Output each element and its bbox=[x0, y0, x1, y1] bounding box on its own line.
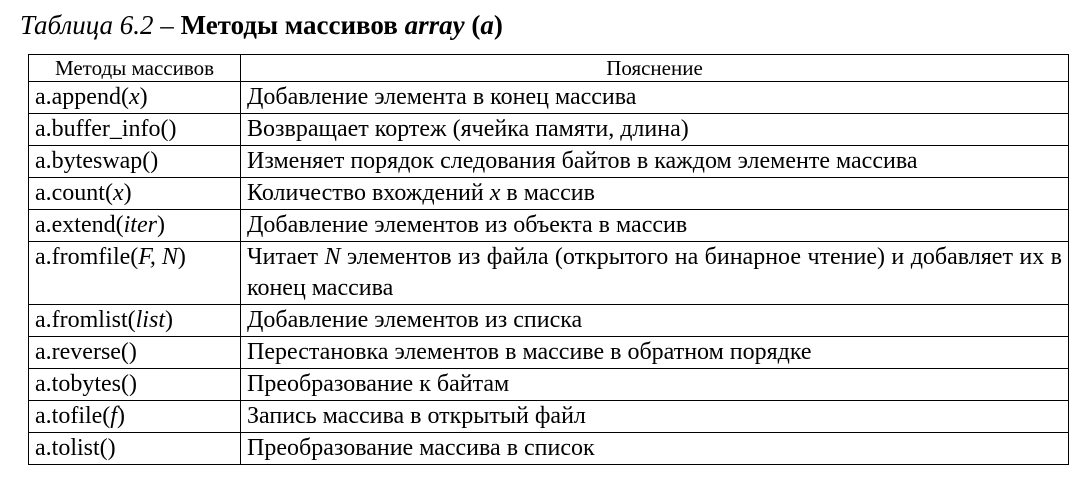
method-cell bbox=[29, 433, 241, 465]
table-caption bbox=[20, 8, 503, 42]
description-cell bbox=[241, 305, 1069, 337]
table-row bbox=[29, 146, 1069, 178]
table-header-row bbox=[29, 55, 1069, 82]
method-cell-pre: a.count( bbox=[35, 180, 113, 206]
caption-title: Методы массивов bbox=[180, 10, 405, 40]
caption-arg: a bbox=[480, 10, 494, 40]
description-cell-pre: Добавление элементов из списка bbox=[247, 307, 583, 333]
method-cell bbox=[29, 242, 241, 305]
description-cell-arg: x bbox=[489, 180, 501, 206]
table-row bbox=[29, 433, 1069, 465]
description-cell bbox=[241, 114, 1069, 146]
description-cell bbox=[241, 433, 1069, 465]
description-cell-pre: Количество вхождений bbox=[247, 180, 490, 206]
method-cell bbox=[29, 146, 241, 178]
table-row bbox=[29, 305, 1069, 337]
table-row bbox=[29, 114, 1069, 146]
table-row bbox=[29, 178, 1069, 210]
method-cell bbox=[29, 401, 241, 433]
method-cell-pre: a.byteswap() bbox=[35, 148, 159, 174]
method-cell-pre: a.fromfile( bbox=[35, 244, 139, 270]
method-cell-pre: a.extend( bbox=[35, 212, 124, 238]
method-cell-arg: list bbox=[135, 307, 165, 333]
method-cell bbox=[29, 82, 241, 114]
description-cell bbox=[241, 146, 1069, 178]
description-cell bbox=[241, 82, 1069, 114]
method-cell-post: ) bbox=[123, 180, 132, 206]
method-cell-arg: F, N bbox=[138, 244, 178, 270]
method-cell-post: ) bbox=[116, 403, 125, 429]
caption-open-paren: ( bbox=[464, 10, 481, 40]
method-cell-post: ) bbox=[164, 307, 173, 333]
description-cell-pre: Добавление элемента в конец массива bbox=[247, 84, 637, 110]
method-cell-pre: a.append( bbox=[35, 84, 129, 110]
method-cell bbox=[29, 305, 241, 337]
description-cell-pre: Преобразование к байтам bbox=[247, 371, 510, 397]
description-cell bbox=[241, 178, 1069, 210]
caption-prefix: Таблица 6.2 – bbox=[20, 10, 181, 40]
method-cell-post: ) bbox=[156, 212, 165, 238]
description-cell-pre: Перестановка элементов в массиве в обратном порядке bbox=[247, 339, 812, 365]
method-cell-post: ) bbox=[139, 84, 148, 110]
description-cell-pre: Преобразование массива в список bbox=[247, 435, 595, 461]
method-cell-pre: a.tobytes() bbox=[35, 371, 137, 397]
caption-code: array bbox=[404, 10, 465, 40]
method-cell-arg: f bbox=[110, 403, 117, 429]
method-cell bbox=[29, 114, 241, 146]
description-cell-pre: Читает bbox=[247, 244, 325, 270]
description-cell bbox=[241, 242, 1069, 305]
description-cell-pre: Изменяет порядок следования байтов в каждом элементе массива bbox=[247, 148, 918, 174]
description-cell-arg: N bbox=[324, 244, 341, 270]
header-methods: Методы массивов bbox=[29, 55, 241, 82]
method-cell-pre: a.reverse() bbox=[35, 339, 137, 365]
description-cell-pre: Возвращает кортеж (ячейка памяти, длина) bbox=[247, 116, 689, 142]
description-cell-post: в массив bbox=[500, 180, 595, 206]
description-cell-pre: Добавление элементов из объекта в массив bbox=[247, 212, 688, 238]
method-cell bbox=[29, 178, 241, 210]
description-cell-pre: Запись массива в открытый файл bbox=[247, 403, 586, 429]
method-cell bbox=[29, 369, 241, 401]
method-cell-pre: a.buffer_info() bbox=[35, 116, 177, 142]
method-cell-arg: iter bbox=[123, 212, 157, 238]
table-row bbox=[29, 337, 1069, 369]
method-cell-pre: a.tofile( bbox=[35, 403, 111, 429]
caption-close-paren: ) bbox=[493, 10, 503, 40]
method-cell-pre: a.fromlist( bbox=[35, 307, 136, 333]
method-cell bbox=[29, 210, 241, 242]
table-row bbox=[29, 369, 1069, 401]
description-cell bbox=[241, 210, 1069, 242]
method-cell bbox=[29, 337, 241, 369]
methods-table bbox=[28, 54, 1069, 465]
method-cell-pre: a.tolist() bbox=[35, 435, 116, 461]
table-row bbox=[29, 210, 1069, 242]
table-row bbox=[29, 82, 1069, 114]
table-row bbox=[29, 242, 1069, 305]
header-description: Пояснение bbox=[241, 55, 1069, 82]
method-cell-arg: x bbox=[128, 84, 140, 110]
description-cell bbox=[241, 337, 1069, 369]
method-cell-arg: x bbox=[112, 180, 124, 206]
description-cell bbox=[241, 401, 1069, 433]
description-cell-post: элементов из файла (открытого на бинарное чтение) и добавляет их в конец массива bbox=[247, 244, 1063, 301]
method-cell-post: ) bbox=[177, 244, 186, 270]
description-cell bbox=[241, 369, 1069, 401]
table-row bbox=[29, 401, 1069, 433]
